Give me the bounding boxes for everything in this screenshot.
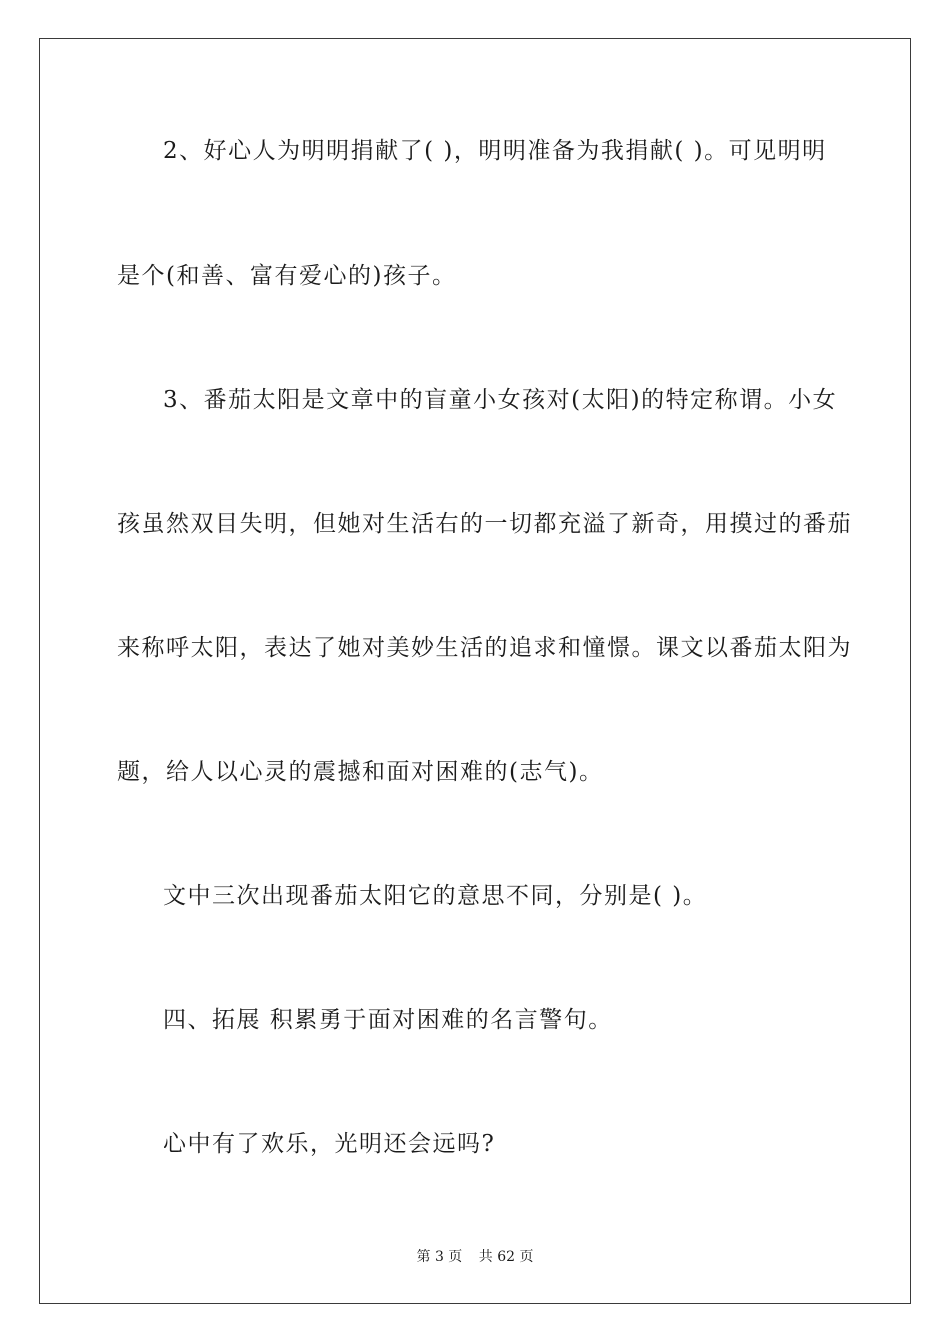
section-four-heading: 四、拓展 积累勇于面对困难的名言警句。 [163, 1007, 613, 1033]
paragraph-2-line-2: 是个(和善、富有爱心的)孩子。 [117, 263, 457, 289]
page-border [39, 38, 911, 1304]
paragraph-2-line-1: 2、好心人为明明捐献了( )，明明准备为我捐献( )。可见明明 [163, 138, 827, 164]
page-footer [0, 1248, 950, 1266]
total-pages-label: 共 62 页 [478, 1249, 534, 1265]
paragraph-3-line-1: 3、番茄太阳是文章中的盲童小女孩对(太阳)的特定称谓。小女 [163, 387, 838, 413]
paragraph-3-line-2: 孩虽然双目失明，但她对生活右的一切都充溢了新奇，用摸过的番茄 [117, 511, 852, 537]
paragraph-3-line-4: 题，给人以心灵的震撼和面对困难的(志气)。 [117, 759, 604, 785]
paragraph-3-line-3: 来称呼太阳，表达了她对美妙生活的追求和憧憬。课文以番茄太阳为 [117, 635, 852, 661]
current-page-label: 第 3 页 [416, 1249, 463, 1265]
quote-line: 心中有了欢乐，光明还会远吗? [163, 1131, 496, 1157]
paragraph-meaning-question: 文中三次出现番茄太阳它的意思不同，分别是( )。 [163, 883, 708, 909]
